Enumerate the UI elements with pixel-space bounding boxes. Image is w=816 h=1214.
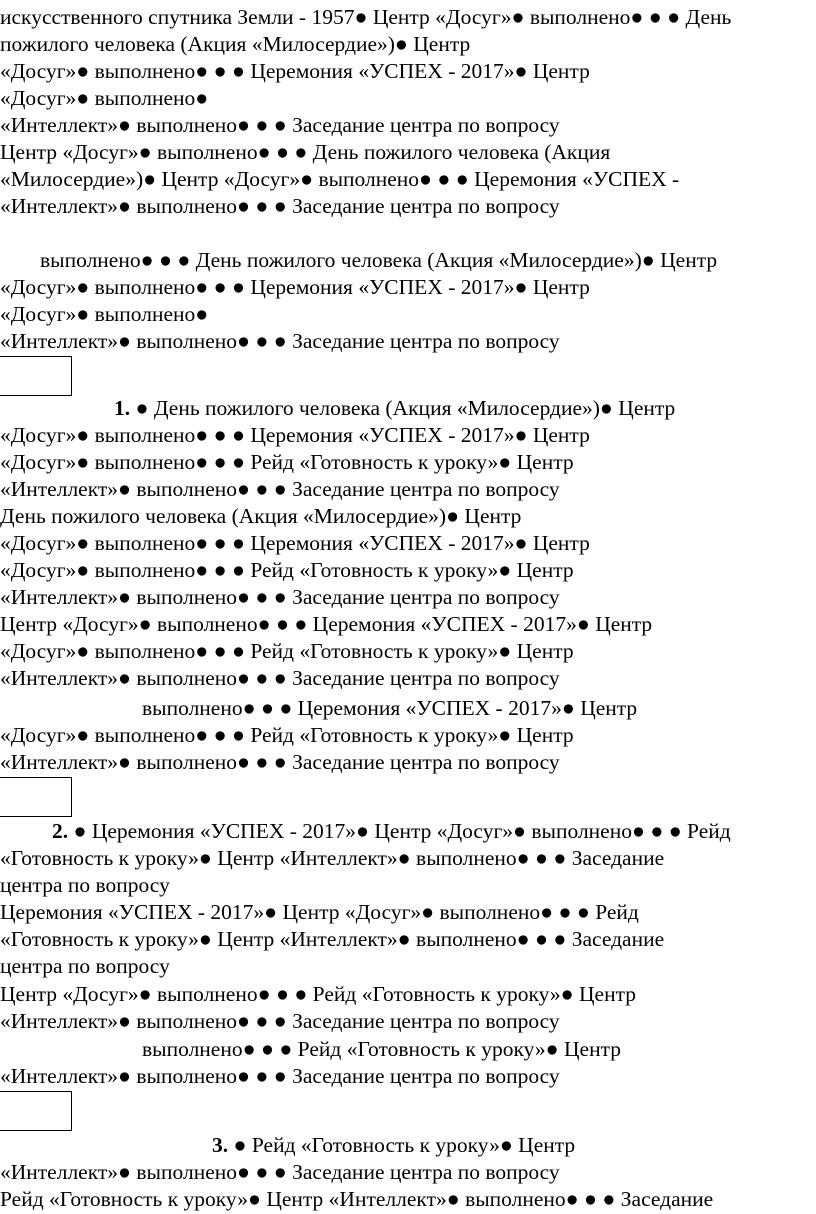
numbered-heading-3: [212, 1132, 575, 1159]
text-line: «Досуг»● выполнено● ● ● Рейд «Готовность к уроку»● Центр: [0, 450, 574, 474]
text-line: «Интеллект»● выполнено● ● ● Заседание центра по вопросу: [0, 194, 560, 218]
text-line: «Досуг»● выполнено● ● ● Церемония «УСПЕХ - 2017»● Центр: [0, 59, 590, 83]
text-line: выполнено● ● ● Рейд «Готовность к уроку»● Центр: [142, 1037, 621, 1061]
text-line: Центр «Досуг»● выполнено● ● ● Церемония «УСПЕХ - 2017»● Центр: [0, 612, 653, 636]
empty-box: [0, 356, 72, 396]
heading-text: ● Церемония «УСПЕХ - 2017»● Центр «Досуг»● выполнено● ● ● Рейд: [73, 819, 731, 843]
list-number: 1.: [114, 396, 131, 420]
text-line: Рейд «Готовность к уроку»● Центр «Интеллект»● выполнено● ● ● Заседание: [0, 1187, 714, 1211]
text-line: искусственного спутника Земли - 1957● Центр «Досуг»● выполнено● ● ● День: [0, 5, 732, 29]
text-line: «Готовность к уроку»● Центр «Интеллект»● выполнено● ● ● Заседание: [0, 846, 665, 870]
text-line: «Интеллект»● выполнено● ● ● Заседание центра по вопросу: [0, 750, 560, 774]
numbered-heading-2: [52, 818, 731, 845]
heading-text: ● Рейд «Готовность к уроку»● Центр: [233, 1133, 576, 1157]
text-line: «Интеллект»● выполнено● ● ● Заседание центра по вопросу: [0, 1064, 560, 1088]
empty-box: [0, 777, 72, 817]
list-number: 2.: [52, 819, 69, 843]
text-line: пожилого человека (Акция «Милосердие»)● Центр: [0, 32, 471, 56]
text-line: выполнено● ● ● День пожилого человека (Акция «Милосердие»)● Центр: [40, 248, 718, 272]
text-line: «Досуг»● выполнено● ● ● Церемония «УСПЕХ - 2017»● Центр: [0, 531, 590, 555]
text-line: «Готовность к уроку»● Центр «Интеллект»● выполнено● ● ● Заседание: [0, 927, 665, 951]
text-line: «Милосердие»)● Центр «Досуг»● выполнено● ● ● Церемония «УСПЕХ -: [0, 167, 680, 191]
text-line: выполнено● ● ● Церемония «УСПЕХ - 2017»● Центр: [142, 696, 638, 720]
text-line: «Досуг»● выполнено● ● ● Церемония «УСПЕХ - 2017»● Центр: [0, 423, 590, 447]
heading-text: ● День пожилого человека (Акция «Милосердие»)● Центр: [135, 396, 676, 420]
text-line: Церемония «УСПЕХ - 2017»● Центр «Досуг»● выполнено● ● ● Рейд: [0, 900, 639, 924]
text-line: «Досуг»● выполнено● ● ● Рейд «Готовность к уроку»● Центр: [0, 723, 574, 747]
text-line: «Досуг»● выполнено●: [0, 86, 209, 110]
text-line: «Интеллект»● выполнено● ● ● Заседание центра по вопросу: [0, 113, 560, 137]
text-line: центра по вопросу: [0, 873, 170, 897]
text-line: «Досуг»● выполнено● ● ● Рейд «Готовность к уроку»● Центр: [0, 558, 574, 582]
text-line: Центр «Досуг»● выполнено● ● ● Рейд «Готовность к уроку»● Центр: [0, 982, 636, 1006]
text-line: центра по вопросу: [0, 954, 170, 978]
text-line: «Интеллект»● выполнено● ● ● Заседание центра по вопросу: [0, 329, 560, 353]
list-number: 3.: [212, 1133, 229, 1157]
text-line: «Интеллект»● выполнено● ● ● Заседание центра по вопросу: [0, 477, 560, 501]
text-line: «Интеллект»● выполнено● ● ● Заседание центра по вопросу: [0, 1009, 560, 1033]
text-line: День пожилого человека (Акция «Милосердие»)● Центр: [0, 504, 522, 528]
text-line: «Досуг»● выполнено● ● ● Рейд «Готовность к уроку»● Центр: [0, 639, 574, 663]
numbered-heading-1: [114, 395, 675, 422]
text-line: Центр «Досуг»● выполнено● ● ● День пожилого человека (Акция: [0, 140, 611, 164]
text-line: «Интеллект»● выполнено● ● ● Заседание центра по вопросу: [0, 585, 560, 609]
text-line: «Досуг»● выполнено● ● ● Церемония «УСПЕХ - 2017»● Центр: [0, 275, 590, 299]
text-line: «Досуг»● выполнено●: [0, 302, 209, 326]
empty-box: [0, 1091, 72, 1131]
text-line: «Интеллект»● выполнено● ● ● Заседание центра по вопросу: [0, 1160, 560, 1184]
text-line: «Интеллект»● выполнено● ● ● Заседание центра по вопросу: [0, 666, 560, 690]
